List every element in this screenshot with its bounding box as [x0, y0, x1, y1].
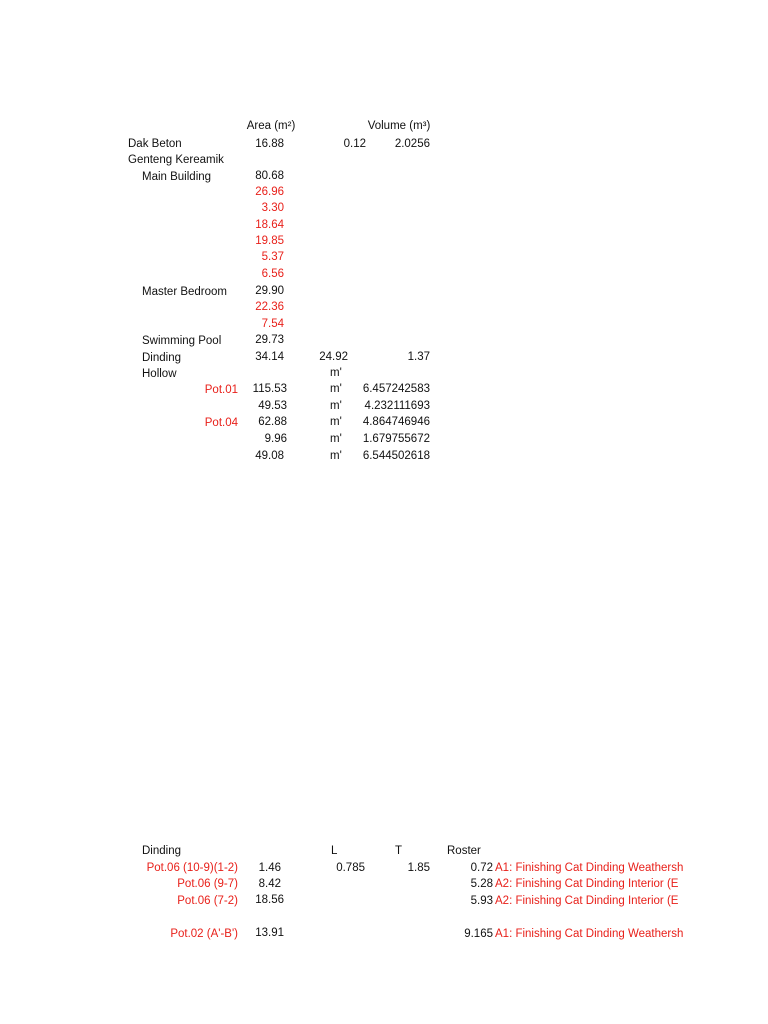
- dinding-col4: 1.37: [407, 351, 430, 363]
- hollow-length: 115.53: [252, 383, 287, 395]
- dak-beton-volume: 2.0256: [394, 138, 430, 150]
- bottom-description: A2: Finishing Cat Dinding Interior (E: [495, 895, 679, 907]
- main-building-label: Main Building: [142, 171, 212, 183]
- master-bedroom-part: 7.54: [261, 318, 284, 330]
- hollow-unit: m': [330, 383, 342, 395]
- master-bedroom-label: Master Bedroom: [142, 286, 228, 298]
- t-header: T: [395, 845, 403, 857]
- dinding-area: 34.14: [255, 351, 284, 363]
- bottom-roster: 0.72: [470, 862, 493, 874]
- bottom-area: 18.56: [255, 894, 284, 906]
- bottom-description: A1: Finishing Cat Dinding Weathersh: [495, 862, 684, 874]
- hollow-unit: m': [330, 416, 342, 428]
- main-building-part: 26.96: [255, 186, 284, 198]
- main-building-total: 80.68: [255, 170, 284, 182]
- bottom-area: 8.42: [258, 878, 281, 890]
- roster-header: Roster: [447, 845, 481, 857]
- volume-header: Volume (m³): [367, 120, 431, 132]
- hollow-length: 49.53: [258, 400, 287, 412]
- main-building-part: 6.56: [261, 268, 284, 280]
- dinding-col3: 24.92: [319, 351, 348, 363]
- hollow-unit-header: m': [330, 367, 342, 379]
- bottom-description: A1: Finishing Cat Dinding Weathersh: [495, 928, 684, 940]
- dak-beton-thickness: 0.12: [343, 138, 366, 150]
- master-bedroom-part: 22.36: [255, 301, 284, 313]
- bottom-l: 0.785: [336, 862, 365, 874]
- bottom-roster: 5.28: [470, 878, 493, 890]
- hollow-unit: m': [330, 400, 342, 412]
- main-building-part: 5.37: [261, 251, 284, 263]
- bottom-area: 13.91: [255, 927, 284, 939]
- hollow-value: 6.544502618: [362, 450, 430, 462]
- bottom-area: 1.46: [258, 862, 281, 874]
- hollow-pot-label: Pot.01: [204, 384, 238, 396]
- dak-beton-area: 16.88: [255, 138, 284, 150]
- master-bedroom-total: 29.90: [255, 285, 284, 297]
- main-building-part: 3.30: [261, 202, 284, 214]
- bottom-pot-label: Pot.06 (10-9)(1-2): [146, 862, 238, 874]
- genteng-label: Genteng Kereamik: [128, 154, 224, 166]
- swimming-pool-label: Swimming Pool: [142, 335, 222, 347]
- main-building-part: 18.64: [255, 219, 284, 231]
- bottom-description: A2: Finishing Cat Dinding Interior (E: [495, 878, 679, 890]
- hollow-label: Hollow: [142, 368, 177, 380]
- hollow-unit: m': [330, 450, 342, 462]
- hollow-length: 9.96: [264, 433, 287, 445]
- bottom-pot-label: Pot.02 (A'-B'): [170, 928, 238, 940]
- l-header: L: [331, 845, 338, 857]
- hollow-pot-label: Pot.04: [204, 417, 238, 429]
- main-building-part: 19.85: [255, 235, 284, 247]
- area-header: Area (m²): [246, 120, 296, 132]
- hollow-value: 4.232111693: [364, 400, 430, 412]
- bottom-pot-label: Pot.06 (9-7): [177, 878, 238, 890]
- bottom-roster: 5.93: [470, 895, 493, 907]
- bottom-dinding-header: Dinding: [142, 845, 181, 857]
- bottom-pot-label: Pot.06 (7-2): [177, 895, 238, 907]
- hollow-value: 1.679755672: [362, 433, 430, 445]
- dinding-label: Dinding: [142, 352, 181, 364]
- swimming-pool-area: 29.73: [255, 334, 284, 346]
- hollow-value: 4.864746946: [362, 416, 430, 428]
- hollow-unit: m': [330, 433, 342, 445]
- bottom-t: 1.85: [407, 862, 430, 874]
- hollow-length: 62.88: [258, 416, 287, 428]
- dak-beton-label: Dak Beton: [128, 138, 182, 150]
- bottom-roster: 9.165: [464, 928, 493, 940]
- hollow-length: 49.08: [255, 450, 284, 462]
- hollow-value: 6.457242583: [362, 383, 430, 395]
